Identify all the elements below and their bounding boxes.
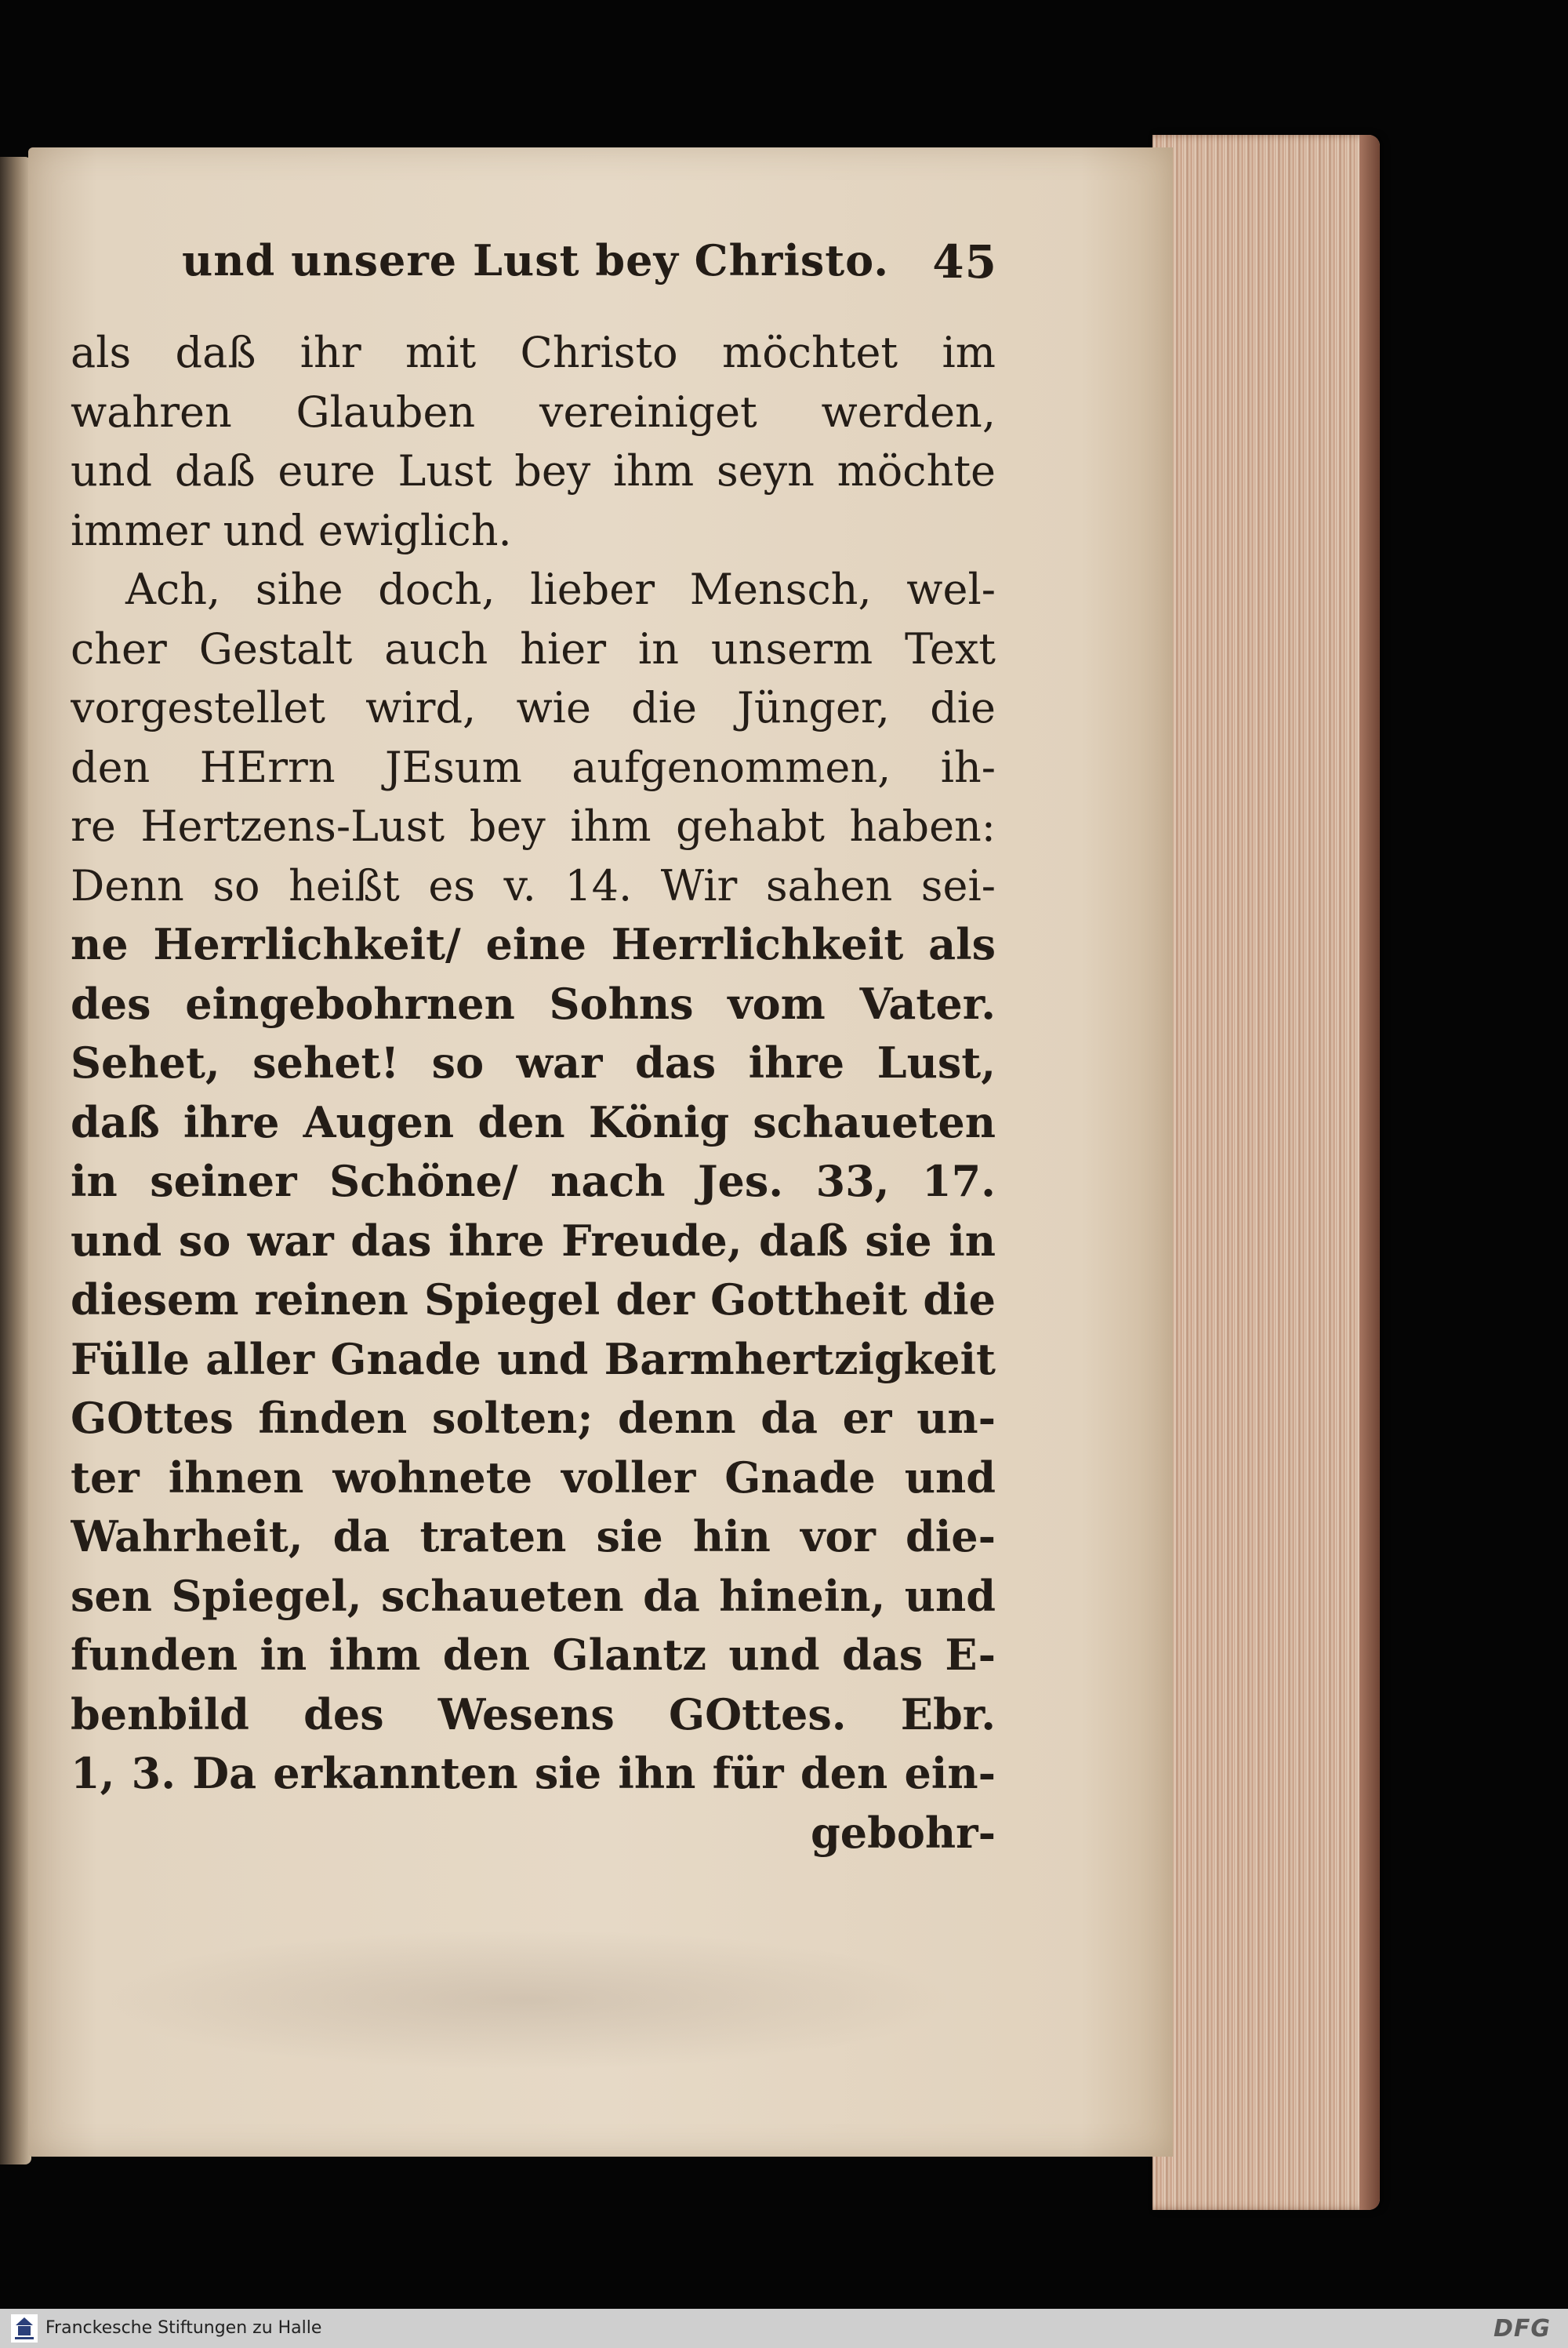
text-line: wahren Glauben vereiniget werden,: [71, 387, 996, 437]
text-line: ne Herrlichkeit/ eine Herrlichkeit als: [71, 919, 996, 969]
catchword: gebohr-: [810, 1807, 996, 1858]
ink-bleed-through: [94, 1929, 956, 2070]
text-line: Fülle aller Gnade und Barmhertzigkeit: [71, 1333, 996, 1384]
text-line: immer und ewiglich.: [71, 505, 512, 555]
text-line: 1, 3. Da erkannten sie ihn für den ein-: [71, 1748, 996, 1798]
viewer-footer: [0, 2309, 1568, 2348]
text-line: Denn so heißt es v. 14. Wir sahen sei-: [71, 860, 996, 910]
running-title: und unsere Lust bey Christo.: [182, 235, 890, 285]
body-text: [71, 323, 996, 1863]
text-line: benbild des Wesens GOttes. Ebr.: [71, 1688, 996, 1739]
text-line: sen Spiegel, schaueten da hinein, und: [71, 1570, 996, 1621]
text-line: re Hertzens-Lust bey ihm gehabt haben:: [71, 801, 996, 851]
dfg-logo: DFG: [1493, 2315, 1551, 2343]
left-page-edge: [0, 157, 31, 2164]
text-line: funden in ihm den Glantz und das E-: [71, 1630, 996, 1680]
text-line: cher Gestalt auch hier in unserm Text: [71, 623, 996, 674]
text-line: Wahrheit, da traten sie hin vor die-: [71, 1511, 996, 1561]
institution-logo-icon: [11, 2314, 38, 2343]
book-page-edges: [1152, 135, 1380, 2210]
text-line: und daß eure Lust bey ihm seyn möchte: [71, 446, 996, 496]
text-line: GOttes finden solten; denn da er un-: [71, 1393, 996, 1443]
text-line: daß ihre Augen den König schaueten: [71, 1096, 996, 1147]
text-line: des eingebohrnen Sohns vom Vater.: [71, 978, 996, 1029]
text-line: in seiner Schöne/ nach Jes. 33, 17.: [71, 1156, 996, 1206]
text-line: Sehet, sehet! so war das ihre Lust,: [71, 1038, 996, 1088]
text-line: Ach, sihe doch, lieber Mensch, wel-: [125, 565, 996, 614]
text-line: diesem reinen Spiegel der Gottheit die: [71, 1274, 996, 1325]
text-line: und so war das ihre Freude, daß sie in: [71, 1215, 996, 1266]
text-line: vorgestellet wird, wie die Jünger, die: [71, 683, 996, 732]
institution-name: Franckesche Stiftungen zu Halle: [45, 2318, 322, 2338]
page-number: 45: [932, 235, 997, 289]
text-line: ter ihnen wohnete voller Gnade und: [71, 1452, 996, 1503]
text-line: den HErrn JEsum aufgenommen, ih-: [71, 742, 996, 792]
page-header: [182, 235, 997, 298]
text-line: als daß ihr mit Christo möchtet im: [71, 328, 996, 377]
